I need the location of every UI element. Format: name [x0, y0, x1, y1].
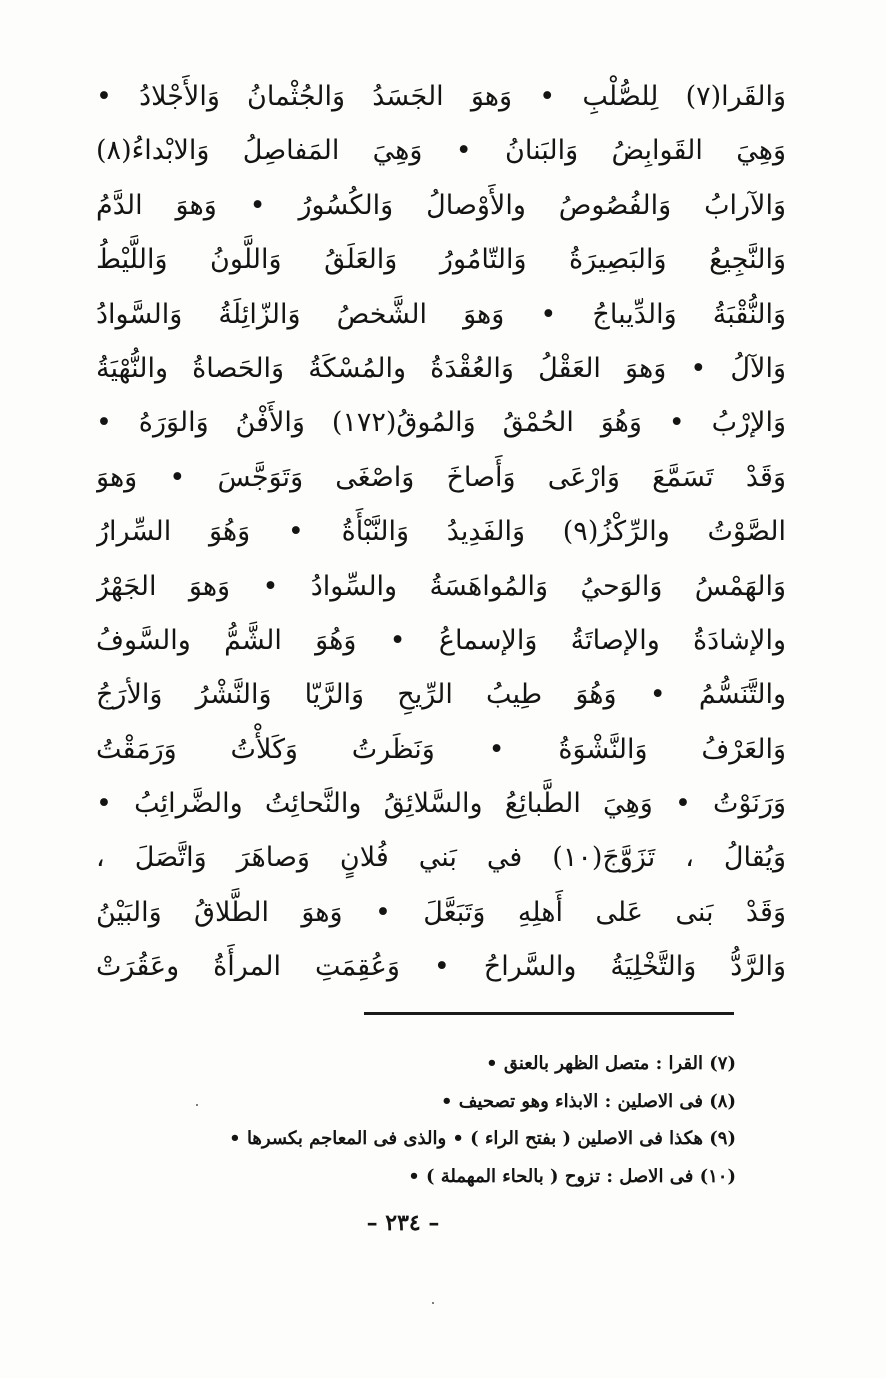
text-line: وَالعَرْفُ وَالنَّشْوَةُ • وَنَظَرتُ وَكَلأْتُ وَرَمَقْتُ: [96, 733, 786, 765]
text-line: وَهِيَ القَوابِضُ وَالبَنانُ • وَهِيَ المَفاصِلُ وَالابْداءُ(٨): [96, 135, 786, 167]
text-line: وَالآرابُ وَالفُصُوصُ والأَوْصالُ وَالكُسُورُ • وَهوَ الدَّمُ: [96, 189, 786, 221]
text-line: وَيُقالُ ، تَزَوَّجَ(١٠) في بَني فُلانٍ وَصاهَرَ وَاتَّصَلَ ،: [96, 842, 786, 874]
text-line: والإشادَةُ والإصاتَةُ وَالإسماعُ • وَهُوَ الشَّمُّ والسَّوفُ: [96, 624, 786, 656]
footnotes-block: [96, 1045, 736, 1195]
text-line: وَالنَّجِيعُ وَالبَصِيرَةُ وَالتّامُورُ وَالعَلَقُ وَاللَّونُ وَاللَّيْطُ: [96, 244, 786, 276]
footnote: (٩) هكذا فى الاصلين ( بفتح الراء ) • والذى فى المعاجم بكسرها •: [229, 1128, 736, 1149]
text-line: وَرَنَوْتُ • وَهِيَ الطَّبائِعُ والسَّلائِقُ والنَّحائِتُ والضَّرائِبُ •: [96, 788, 786, 820]
text-line: وَالرَّدُّ وَالتَّخْلِيَةُ والسَّراحُ • وَعُقِمَتِ المرأَةُ وعَقُرَتْ: [96, 951, 786, 983]
text-line: وَالنُّقْبَةُ وَالدِّيباجُ • وَهوَ الشَّخصُ وَالزّائِلَةُ وَالسَّوادُ: [96, 298, 786, 330]
text-line: وَالآلُ • وَهوَ العَقْلُ وَالعُقْدَةُ والمُسْكَةُ وَالحَصاةُ والنُّهْيَةُ: [96, 352, 786, 384]
text-line: وَقَدْ تَسَمَّعَ وَارْعَى وَأَصاخَ وَاصْغَى وَتَوَجَّسَ • وَهوَ: [96, 461, 786, 493]
text-line: وَالهَمْسُ وَالوَحيُ وَالمُواهَسَةُ والسِّوادُ • وَهوَ الجَهْرُ: [96, 570, 786, 602]
scan-speck: [432, 1302, 434, 1304]
text-line: والتَّنَسُّمُ • وَهُوَ طِيبُ الرِّيحِ وَالرَّيّا وَالنَّشْرُ وَالأرَجُ: [96, 679, 786, 711]
footnote: (٧) القرا : متصل الظهر بالعنق •: [486, 1053, 736, 1074]
footnote-separator: [364, 1012, 734, 1015]
page-number: – ٢٣٤ –: [366, 1210, 440, 1236]
text-line: الصَّوْتُ والرِّكْزُ(٩) وَالفَدِيدُ وَالنَّبْأَةُ • وَهُوَ السِّرارُ: [96, 516, 786, 548]
text-line: وَقَدْ بَنى عَلى أَهلِهِ وَتَبَعَّلَ • وَهوَ الطَّلاقُ وَالبَيْنُ: [96, 896, 786, 928]
text-line: وَالإرْبُ • وَهُوَ الحُمْقُ وَالمُوقُ(١٧٢) وَالأَفْنُ وَالوَرَهُ •: [96, 407, 786, 439]
scan-speck: [196, 1104, 198, 1106]
main-text-block: [96, 70, 786, 995]
text-line: وَالقَرا(٧) لِلصُّلْبِ • وَهوَ الجَسَدُ وَالجُثْمانُ وَالأَجْلادُ •: [96, 81, 786, 112]
footnote: (٨) فى الاصلين : الابذاء وهو تصحيف •: [441, 1090, 736, 1112]
footnote: (١٠) فى الاصل : تزوح ( بالحاء المهملة ) •: [408, 1165, 736, 1187]
